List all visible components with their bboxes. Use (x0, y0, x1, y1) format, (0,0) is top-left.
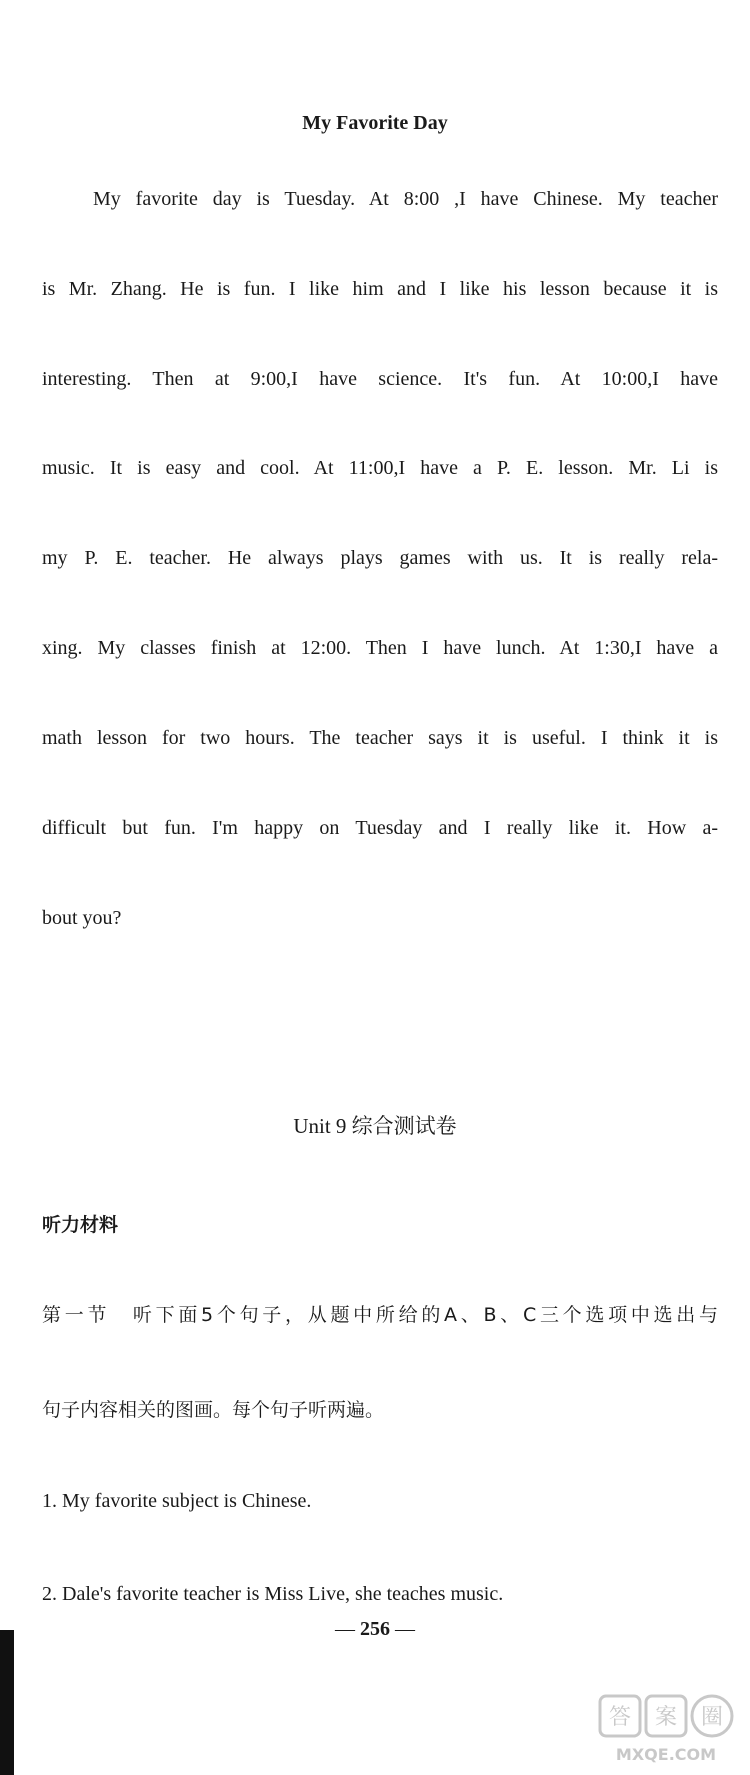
essay-line-1: My favorite day is Tuesday. At 8:00 ,I have Chinese. My teacher (93, 188, 718, 210)
essay-line-5: my P. E. teacher. He always plays games with us. It is really rela- (42, 547, 718, 569)
watermark-text: 答 (608, 1705, 632, 1730)
page-number (0, 1618, 750, 1641)
unit-title: Unit 9 综合测试卷 (293, 1114, 457, 1138)
essay-line-6: xing. My classes finish at 12:00. Then I have lunch. At 1:30,I have a (42, 637, 718, 659)
listening-item-1: 1. My favorite subject is Chinese. (42, 1490, 312, 1512)
essay-title: My Favorite Day (302, 112, 448, 134)
watermark-url: MXQE.COM (615, 1745, 717, 1764)
page-number-dash-left: — (335, 1618, 355, 1640)
instruction-line-1: 第一节 听下面5个句子，从题中所给的A、B、C三个选项中选出与 (42, 1304, 718, 1326)
essay-line-7: math lesson for two hours. The teacher says it is useful. I think it is (42, 727, 718, 749)
page-number-value: 256 (360, 1618, 390, 1640)
page-number-dash-right: — (395, 1618, 415, 1640)
watermark-text: 圈 (700, 1705, 724, 1730)
watermark-logo-icon (596, 1690, 736, 1768)
essay-line-8: difficult but fun. I'm happy on Tuesday and I really like it. How a- (42, 817, 718, 839)
essay-line-9: bout you? (42, 907, 122, 929)
essay-line-4: music. It is easy and cool. At 11:00,I have a P. E. lesson. Mr. Li is (42, 457, 718, 479)
essay-line-3: interesting. Then at 9:00,I have science. It's fun. At 10:00,I have (42, 368, 718, 390)
listening-item-2: 2. Dale's favorite teacher is Miss Live, she teaches music. (42, 1583, 504, 1605)
instruction-line-2: 句子内容相关的图画。每个句子听两遍。 (42, 1399, 385, 1421)
essay-line-2: is Mr. Zhang. He is fun. I like him and I like his lesson because it is (42, 278, 718, 300)
watermark-text: 案 (654, 1705, 678, 1730)
listening-heading: 听力材料 (42, 1214, 119, 1236)
scan-edge-shadow (0, 1630, 14, 1775)
